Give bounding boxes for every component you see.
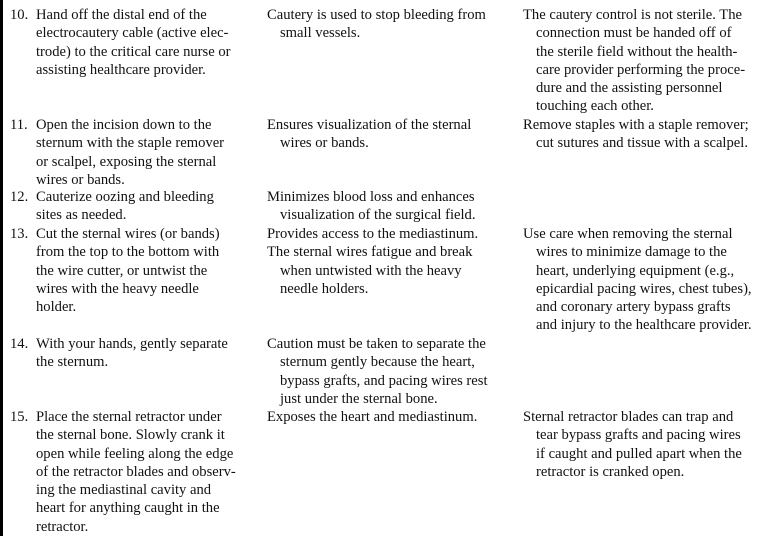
rationale-cell xyxy=(267,335,513,408)
special-considerations-cell xyxy=(523,408,761,481)
rationale-line: just under the sternal bone. xyxy=(280,390,438,407)
action-line: Place the sternal retractor under xyxy=(36,409,222,425)
rationale-cell xyxy=(267,116,513,153)
action-line: of the retractor blades and observ- xyxy=(36,463,236,480)
special-considerations-cell xyxy=(523,225,761,335)
action-line: heart for anything caught in the xyxy=(36,500,220,517)
step-number: 12. xyxy=(10,189,29,205)
action-line: wires with the heavy needle xyxy=(36,280,199,297)
action-line: the wire cutter, or untwist the xyxy=(36,262,208,279)
special-considerations-line: and injury to the healthcare provider. xyxy=(536,317,752,334)
action-line: or scalpel, exposing the sternal xyxy=(36,153,217,170)
rationale-line: when untwisted with the heavy xyxy=(280,262,462,279)
action-line: the sternum. xyxy=(36,354,109,371)
special-considerations-line: dure and the assisting personnel xyxy=(536,80,723,97)
action-line: sternum with the staple remover xyxy=(36,135,225,152)
rationale-cell xyxy=(267,6,513,43)
action-cell xyxy=(36,188,262,225)
rationale-cell xyxy=(267,408,513,426)
special-considerations-line: touching each other. xyxy=(536,98,654,115)
special-considerations-line: connection must be handed off of xyxy=(536,25,732,42)
action-line: from the top to the bottom with xyxy=(36,244,220,261)
action-line: trode) to the critical care nurse or xyxy=(36,43,231,60)
special-considerations-line: care provider performing the proce- xyxy=(536,61,746,78)
action-cell xyxy=(36,408,262,536)
action-line: Open the incision down to the xyxy=(36,117,212,133)
left-border-rule xyxy=(0,0,3,536)
rationale-line: Minimizes blood loss and enhances xyxy=(267,189,475,205)
rationale-cell xyxy=(267,225,513,298)
special-considerations-line: Use care when removing the sternal xyxy=(523,226,733,242)
rationale-line: Ensures visualization of the sternal xyxy=(267,117,472,133)
rationale-line: visualization of the surgical field. xyxy=(280,207,476,224)
action-line: ing the mediastinal cavity and xyxy=(36,482,212,499)
step-number: 13. xyxy=(10,226,29,242)
special-considerations-line: if caught and pulled apart when the xyxy=(536,445,742,462)
rationale-line: sternum gently because the heart, xyxy=(280,354,475,371)
action-line: sites as needed. xyxy=(36,207,127,224)
special-considerations-line: heart, underlying equipment (e.g., xyxy=(536,262,735,279)
special-considerations-line: tear bypass grafts and pacing wires xyxy=(536,427,741,444)
step-number: 15. xyxy=(10,409,29,425)
action-line: Cauterize oozing and bleeding xyxy=(36,189,214,205)
special-considerations-cell xyxy=(523,116,761,153)
action-line: retractor. xyxy=(36,518,89,535)
special-considerations-line: cut sutures and tissue with a scalpel. xyxy=(536,135,748,152)
step-number: 10. xyxy=(10,7,29,23)
action-line: open while feeling along the edge xyxy=(36,445,234,462)
rationale-line: Exposes the heart and mediastinum. xyxy=(267,409,478,425)
action-cell xyxy=(36,225,262,316)
action-cell xyxy=(36,6,262,79)
rationale-line: needle holders. xyxy=(280,280,369,297)
special-considerations-line: wires to minimize damage to the xyxy=(536,244,727,261)
action-line: assisting healthcare provider. xyxy=(36,61,206,78)
step-number: 14. xyxy=(10,336,29,352)
action-cell xyxy=(36,335,262,372)
rationale-line: Provides access to the mediastinum. xyxy=(267,226,479,242)
rationale-line: small vessels. xyxy=(280,25,361,42)
special-considerations-line: The cautery control is not sterile. The xyxy=(523,7,742,23)
special-considerations-line: Remove staples with a staple remover; xyxy=(523,117,749,133)
rationale-line: bypass grafts, and pacing wires rest xyxy=(280,372,488,389)
action-line: the sternal bone. Slowly crank it xyxy=(36,427,225,444)
action-line: electrocautery cable (active elec- xyxy=(36,25,229,42)
rationale-line: Caution must be taken to separate the xyxy=(267,336,486,352)
action-line: wires or bands. xyxy=(36,171,125,188)
special-considerations-line: retractor is cranked open. xyxy=(536,463,685,480)
step-number: 11. xyxy=(10,117,28,133)
rationale-cell xyxy=(267,188,513,225)
action-line: Cut the sternal wires (or bands) xyxy=(36,226,220,242)
special-considerations-line: the sterile field without the health- xyxy=(536,43,738,60)
action-line: Hand off the distal end of the xyxy=(36,7,207,23)
special-considerations-cell xyxy=(523,6,761,116)
special-considerations-line: epicardial pacing wires, chest tubes), xyxy=(536,280,752,297)
rationale-line: The sternal wires fatigue and break xyxy=(267,244,473,261)
rationale-line: wires or bands. xyxy=(280,135,369,152)
rationale-line: Cautery is used to stop bleeding from xyxy=(267,7,486,23)
action-line: holder. xyxy=(36,299,77,316)
action-line: With your hands, gently separate xyxy=(36,336,228,352)
action-cell xyxy=(36,116,262,189)
special-considerations-line: Sternal retractor blades can trap and xyxy=(523,409,734,425)
special-considerations-line: and coronary artery bypass grafts xyxy=(536,299,731,316)
